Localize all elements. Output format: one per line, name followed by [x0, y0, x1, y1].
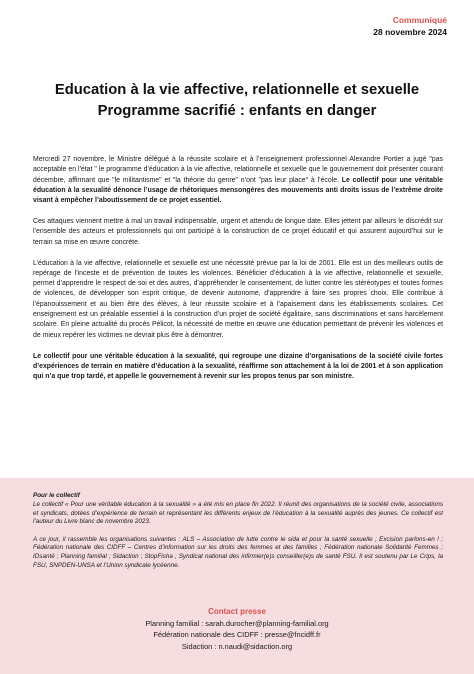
footer-panel: [0, 478, 474, 674]
communique-label: Communiqué: [392, 15, 447, 25]
paragraph-1-text: Mercredi 27 novembre, le Ministre délégué à la réussite scolaire et à l’enseignement professionnel Alexandre Portier a jugé "pas acceptable en l'état " le programme d’éducation à la vie affective, relationnelle et sexuelle que le gouvernement doit présenter courant décembre, affirmant que "le militantisme" et "la théorie du genre" n’ont "pas leur place" à l’école.: [33, 156, 443, 184]
paragraph-3: L’éducation à la vie affective, relationnelle et sexuelle est une nécessité prévue par la loi de 2001. Elle est un des meilleurs outils de repérage de l’inceste et de prévention de toutes les violences. Bénéficier d’éducation à la vie affective, relationnelle et sexuelle, permet d’apprendre le respect de soi et des autres, d’appréhender le consentement, de lutter contre les stéréotypes et toutes formes de violences, de développer son esprit critique, de devenir autonome, d’apprendre à faire ses propres choix. Elle contribue à l’épanouissement et au bien être des élèves, à leur réussite scolaire et à l’apaisement dans les établissements scolaires. Cet enseignement est un préalable essentiel à la construction d’un projet de société égalitaire, sans discriminations et sans harcèlement scolaire. En pleine actualité du procès Pélicot, la nécessité de mettre en œuvre une éducation permettant de prévenir les violences et de mieux repérer les victimes ne devrait plus être à démontrer.: [33, 259, 443, 339]
title-line-1: Education à la vie affective, relationnelle et sexuelle: [54, 82, 420, 98]
contact-title: Contact presse: [208, 607, 266, 616]
release-date: 28 novembre 2024: [373, 27, 447, 37]
page-title: [20, 80, 454, 122]
header-block: [373, 14, 447, 38]
paragraph-2: Ces attaques viennent mettre à mal un travail indispensable, urgent et attendu de longue date. Elles jettent par ailleurs le discrédit sur l’ensemble des acteurs et professionnels qui ont participé à la construction de ce projet éducatif et qui assurent aujourd’hui sur le terrain sa mise en œuvre concrète.: [33, 218, 443, 246]
paragraph-1: [33, 155, 443, 206]
paragraph-4: Le collectif pour une véritable éducation à la sexualité, qui regroupe une dizaine d’organisations de la société civile fortes d’expériences de terrain en matière d’éducation à la sexualité, réaffirme son attachement à la loi de 2001 et à son application qui n’a que trop tardé, et appelle le gouvernement à revenir sur les propos tenus par son ministre.: [33, 352, 443, 381]
paragraph-1-bold: Le collectif pour une véritable éducation à la sexualité dénonce l’usage de rhétoriques mensongères des mouvements anti droits issus de l’extrême droite visant à empêcher l’aboutissement de ce projet essentiel.: [33, 176, 443, 205]
collectif-paragraph-2: A ce jour, il rassemble les organisations suivantes : ALS – Association de lutte contre le sida et pour la santé sexuelle ; Excision parlons-en ! ; Fédération nationale des CIDFF – Centres d’information sur les droits des femmes et des familles ; Fédération nationale Solidarité Femmes ; IDsanté ; Planning familial ; Sidaction ; StopFisha ; Syndicat national des infirmier(e)s conseiller(e)s de santé FSU. Il est soutenu par Le Crips, la FSU, SNPDEN-UNSA et l’Union syndicale lycéenne.: [33, 535, 443, 570]
collectif-paragraph-1: Le collectif « Pour une véritable éducation à la sexualité » a été mis en place fin 2022. Il réunit des organisations de la société civile, associations et syndicats, dotées d’expérience de terrain et représentant les différents enjeux de l’éducation à la sexualité auprès des jeunes. Ce collectif est l’auteur du Livre blanc de novembre 2023.: [33, 500, 443, 526]
collectif-heading: Pour le collectif: [33, 492, 80, 499]
contact-line-cidff: Fédération nationale des CIDFF : presse@fncidff.fr: [153, 630, 321, 640]
contact-section: [0, 606, 474, 652]
contact-line-sidaction: Sidaction : n.naudi@sidaction.org: [181, 641, 293, 651]
title-line-2: Programme sacrifié : enfants en danger: [97, 103, 377, 119]
main-body: [33, 155, 443, 393]
collectif-section: [33, 492, 443, 579]
contact-line-planning: Planning familial : sarah.durocher@planning-familial.org: [145, 618, 329, 628]
